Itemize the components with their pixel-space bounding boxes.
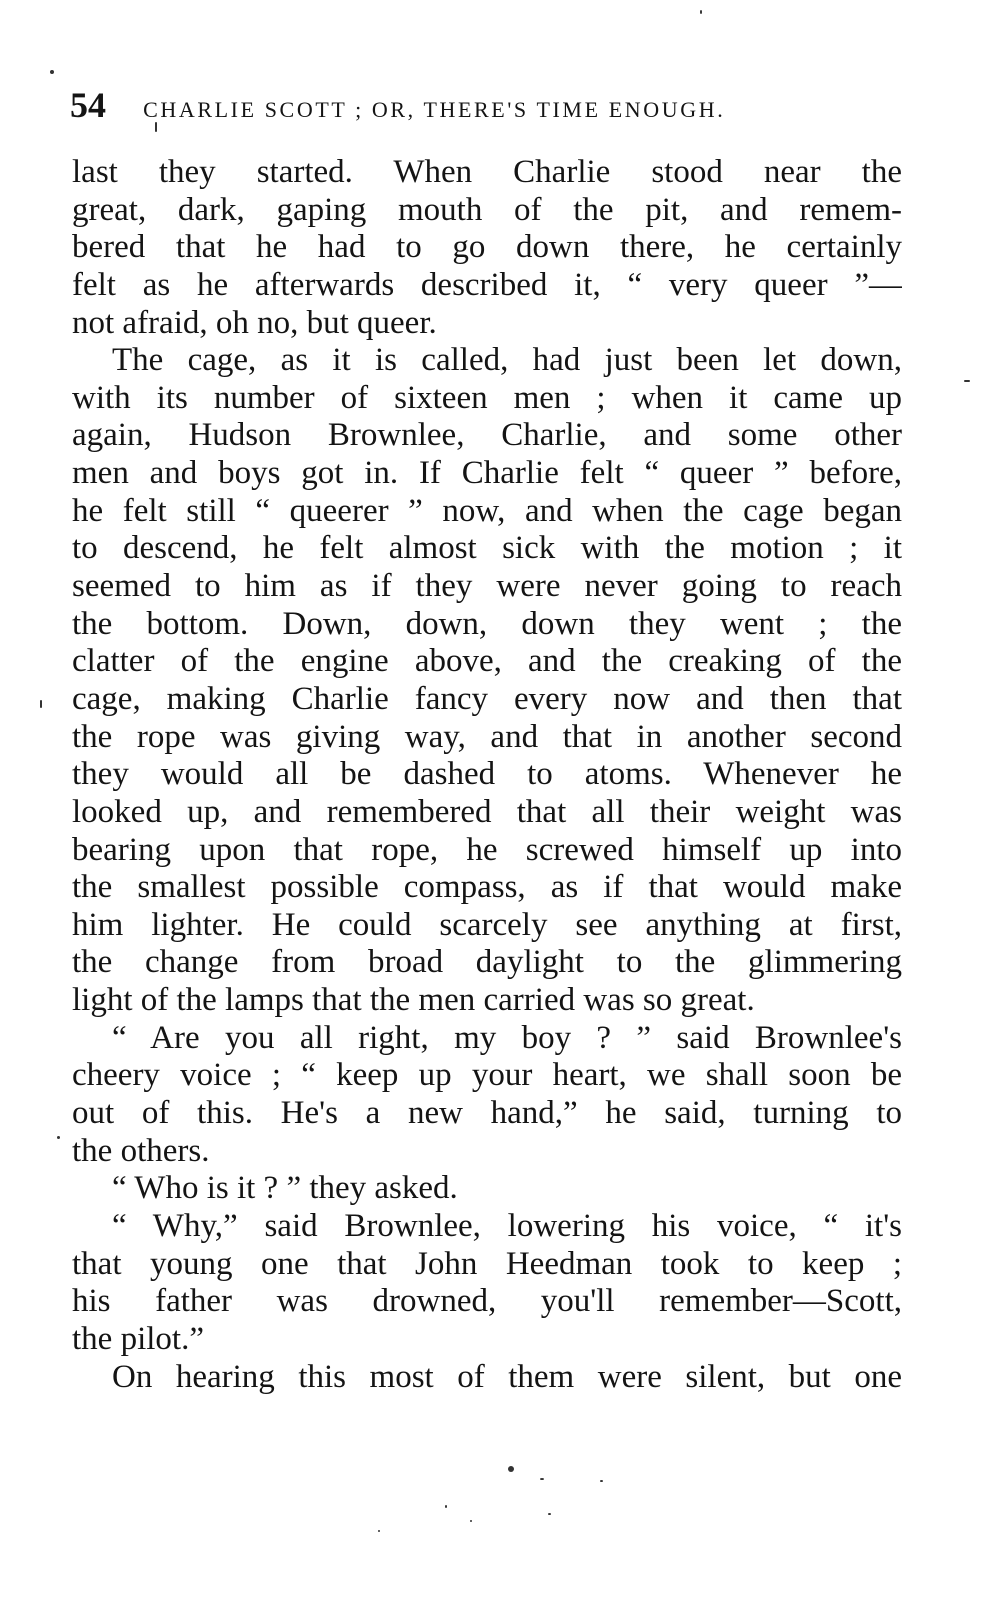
text-line: seemed to him as if they were never going to reach (72, 568, 902, 605)
text-line: last they started. When Charlie stood near the (72, 154, 902, 190)
text-line: great, dark, gaping mouth of the pit, and remem- (72, 191, 902, 228)
text-line: cheery voice ; “ keep up your heart, we shall soon be (72, 1057, 902, 1094)
text-line: looked up, and remembered that all their weight was (72, 793, 902, 830)
text-line: On hearing this most of them were silent, but one (112, 1358, 902, 1395)
text-line: bearing upon that rope, he screwed himself up into (72, 831, 902, 868)
print-speck (470, 1520, 472, 1522)
text-line: he felt still “ queerer ” now, and when the cage began (72, 492, 902, 529)
print-speck (378, 1530, 380, 1532)
text-line: not afraid, oh no, but queer. (72, 304, 437, 341)
text-line: felt as he afterwards described it, “ very queer ”— (72, 266, 902, 303)
print-speck (40, 700, 42, 708)
text-line: the pilot.” (72, 1320, 204, 1357)
print-speck (548, 1513, 551, 1515)
text-line: “ Who is it ? ” they asked. (112, 1170, 458, 1207)
text-line: to descend, he felt almost sick with the motion ; it (72, 530, 902, 567)
text-line: cage, making Charlie fancy every now and then that (72, 680, 902, 717)
page-number: 54 (70, 85, 106, 125)
text-line: bered that he had to go down there, he certainly (72, 229, 902, 266)
text-line: the smallest possible compass, as if that would make (72, 869, 902, 906)
text-line: the change from broad daylight to the glimmering (72, 944, 902, 981)
text-line: the rope was giving way, and that in another second (72, 718, 902, 755)
print-speck (508, 1466, 514, 1472)
text-line: him lighter. He could scarcely see anything at first, (72, 906, 902, 943)
text-line: light of the lamps that the men carried was so great. (72, 982, 755, 1019)
text-line: men and boys got in. If Charlie felt “ queer ” before, (72, 455, 902, 492)
print-speck (700, 10, 702, 14)
running-title: CHARLIE SCOTT ; OR, THERE'S TIME ENOUGH. (143, 97, 726, 122)
text-line: clatter of the engine above, and the creaking of the (72, 643, 902, 680)
page-header (70, 84, 920, 128)
text-line: that young one that John Heedman took to keep ; (72, 1245, 902, 1282)
print-speck (155, 122, 157, 132)
text-line: the others. (72, 1132, 210, 1169)
text-line: his father was drowned, you'll remember—Scott, (72, 1283, 902, 1320)
print-speck (964, 380, 970, 382)
text-line: the bottom. Down, down, down they went ; the (72, 605, 902, 642)
text-line: with its number of sixteen men ; when it came up (72, 379, 902, 416)
body-text (72, 154, 902, 1396)
text-line: again, Hudson Brownlee, Charlie, and some other (72, 417, 902, 454)
text-line: out of this. He's a new hand,” he said, turning to (72, 1095, 902, 1132)
print-speck (57, 1136, 60, 1139)
print-speck (600, 1480, 603, 1482)
text-line: they would all be dashed to atoms. Whenever he (72, 756, 902, 793)
print-speck (445, 1505, 447, 1508)
print-speck (50, 70, 54, 74)
text-line: “ Are you all right, my boy ? ” said Brownlee's (112, 1019, 902, 1056)
text-line: The cage, as it is called, had just been let down, (112, 342, 902, 379)
text-line: “ Why,” said Brownlee, lowering his voice, “ it's (112, 1207, 902, 1244)
print-speck (540, 1478, 544, 1480)
